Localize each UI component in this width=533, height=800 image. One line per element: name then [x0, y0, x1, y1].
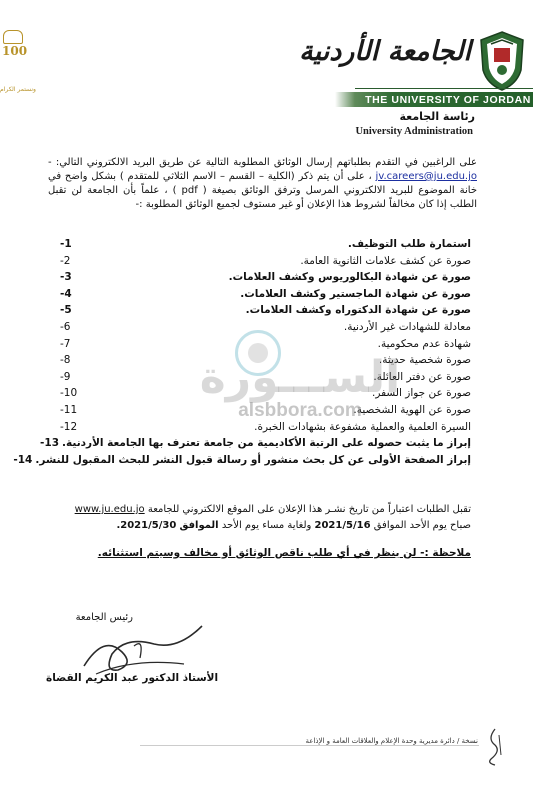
requirement-text: صورة عن الهوية الشخصية. [353, 403, 471, 416]
english-name-band: THE UNIVERSITY OF JORDAN [365, 94, 531, 106]
header-rule [355, 88, 533, 89]
deadline-line-1: تقبل الطلبات اعتباراً من تاريخ نشـر هذا الإعلان على الموقع الالكتروني للجامعة [147, 504, 471, 515]
requirement-text: السيرة العلمية والعملية مشفوعة بشهادات الخبرة. [254, 420, 471, 433]
university-crest-icon [477, 30, 527, 92]
deadline-line-2b: ولغاية مساء يوم الأحد [221, 520, 312, 531]
list-item [60, 236, 471, 253]
note-text: ملاحظة :- لن ينظر في أي طلب ناقص الوثائق أو مخالف وسيتم استثنائه. [97, 547, 471, 559]
intro-part-1: على الراغبين في التقدم بطلباتهم إرسال الوثائق المطلوبة التالية عن طريق البريد الالكتروني التالي: - [48, 157, 477, 168]
intro-paragraph [48, 156, 477, 212]
website-link[interactable]: www.ju.edu.jo [74, 504, 145, 515]
list-item [60, 269, 471, 286]
badge-number: 100 [2, 44, 28, 58]
requirement-text: معادلة للشهادات غير الأردنية. [343, 320, 471, 333]
requirement-text: استمارة طلب التوظيف. [347, 238, 471, 250]
start-date: 2021/5/16 [314, 520, 371, 531]
requirement-text: صورة عن شهادة البكالوريوس وكشف العلامات. [228, 271, 471, 284]
list-item [60, 319, 471, 336]
deadline-line-2a: صباح يوم الأحد الموافق [373, 520, 471, 531]
watermark-name: الســـورة [199, 352, 401, 403]
list-item [60, 385, 471, 402]
requirement-number: -12 [60, 420, 78, 433]
requirement-text: شهادة عدم محكومية. [377, 337, 471, 350]
list-item [40, 435, 471, 452]
requirement-text: صورة شخصية حديثة. [378, 354, 471, 367]
requirement-text: صورة عن شهادة الدكتوراه وكشف العلامات. [245, 304, 471, 317]
requirement-text: صورة عن شهادة الماجستير وكشف العلامات. [240, 287, 471, 300]
list-item [60, 253, 471, 270]
list-item [60, 302, 471, 319]
list-item [13, 452, 471, 469]
list-item [60, 352, 471, 369]
signatory-name: الأستاذ الدكتور عبد الكريم القضاة [46, 672, 219, 684]
requirement-number: -8 [60, 354, 71, 367]
requirement-number: -5 [60, 304, 72, 317]
requirement-number: -14 [13, 453, 33, 466]
list-item [60, 369, 471, 386]
deadline-line-2c: الموافق [179, 520, 219, 531]
requirement-text: إبراز ما يثبت حصوله على الرتبة الأكاديمية من جامعة تعترف بها الجامعة الأردنية. [62, 437, 471, 450]
list-item [60, 419, 471, 436]
list-item [60, 286, 471, 303]
centenary-badge [0, 18, 36, 93]
requirement-number: -11 [60, 403, 78, 416]
requirement-number: -2 [60, 254, 71, 267]
requirement-number: -13 [40, 437, 60, 450]
requirements-list [13, 236, 471, 468]
watermark-site: alsbbora.com [238, 400, 362, 421]
requirement-text: إبراز الصفحة الأولى عن كل بحث منشور أو رسالة قبول النشر للبحث المقبول للنشر. [35, 453, 471, 466]
list-item [60, 336, 471, 353]
signature-title: رئيس الجامعة [75, 612, 133, 623]
requirement-number: -6 [60, 320, 71, 333]
list-item [60, 402, 471, 419]
end-date: 2021/5/30. [116, 520, 177, 531]
crown-icon [3, 30, 23, 44]
requirement-text: صورة عن دفتر العائلة. [373, 370, 471, 383]
presidency-label: رئاسة الجامعة [399, 110, 475, 123]
requirement-number: -10 [60, 387, 78, 400]
requirement-text: صورة عن جواز السفر. [371, 387, 471, 400]
requirement-number: -3 [60, 271, 72, 284]
university-calligraphy: الجامعة الأردنية [299, 36, 471, 67]
requirement-number: -1 [60, 238, 72, 250]
requirement-number: -9 [60, 370, 71, 383]
requirement-number: -7 [60, 337, 71, 350]
badge-caption: ونستمر الكرام [0, 86, 36, 93]
deadline-paragraph [46, 502, 471, 534]
requirement-number: -4 [60, 287, 72, 300]
email-link[interactable]: jv.careers@ju.edu.jo [375, 171, 477, 182]
footer-divider [140, 745, 479, 746]
intro-part-2: ، على أن يتم ذكر (الكلية – القسم – الاسم الثلاثي للمتقدم ) بشكل واضح في خانة الموضوع للبريد الالكتروني المرسل وترفق الوثائق بصيغة ( pdf ) ، علماً بأن الجامعة لن تقبل الطلب إذا كان مخالفاً لشروط هذا الإعلان أو غير مستوف لجميع الوثائق المطلوبة :- [48, 171, 478, 210]
administration-label: University Administration [355, 126, 473, 137]
handwritten-initials [483, 725, 505, 769]
footer-cc: نسخة / دائرة مديرية وحدة الإعلام والعلاقات العامة و الإذاعة [305, 737, 478, 745]
requirement-text: صورة عن كشف علامات الثانوية العامة. [300, 254, 471, 267]
